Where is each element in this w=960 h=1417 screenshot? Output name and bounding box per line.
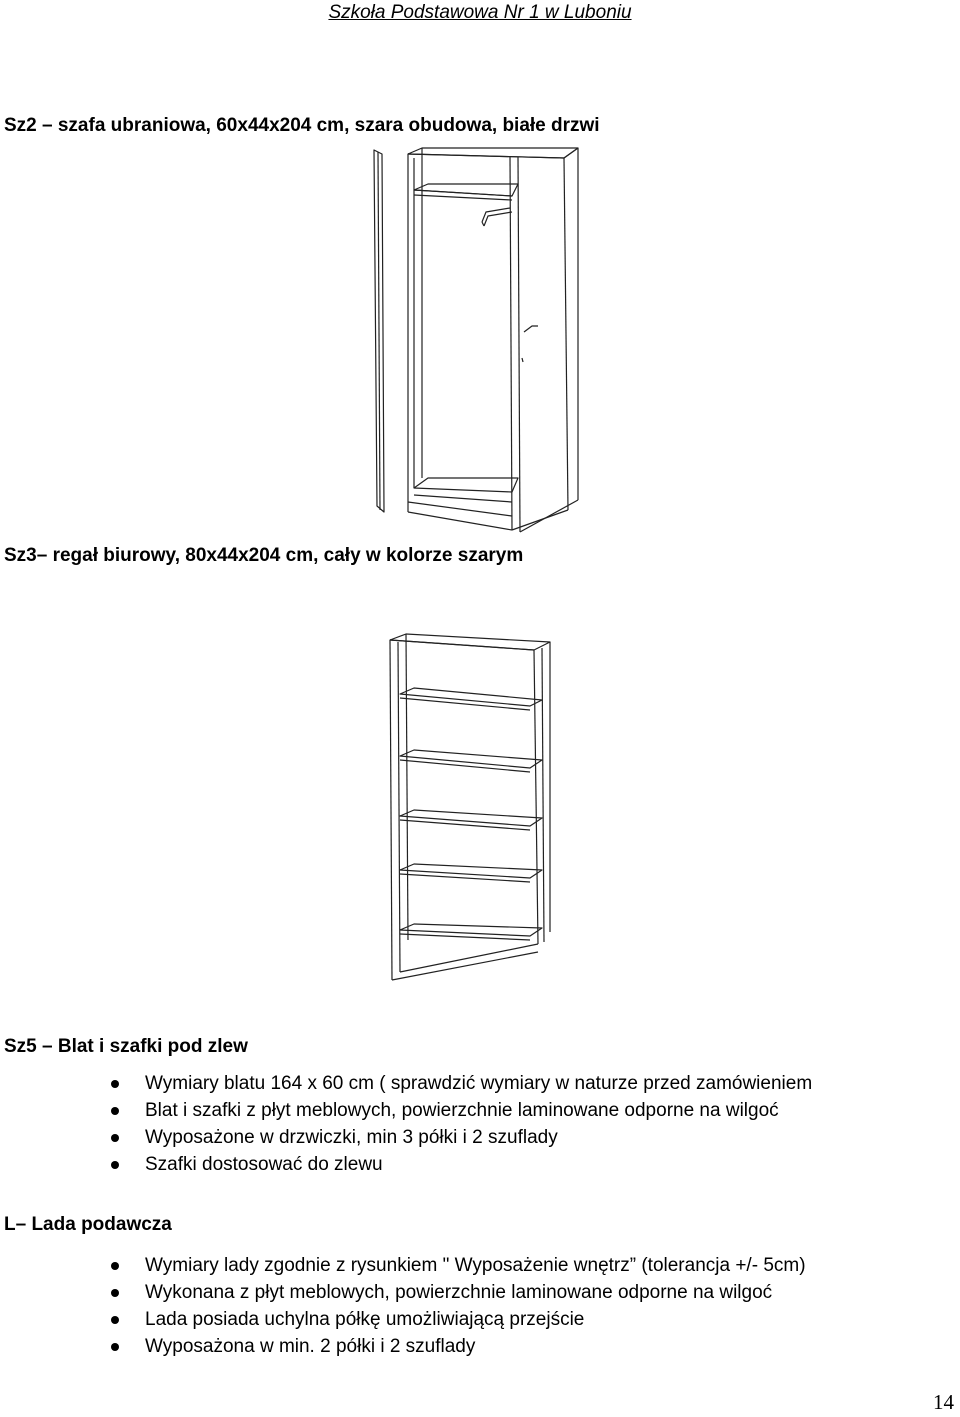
bullet-icon [111, 1080, 119, 1088]
bullet-icon [111, 1107, 119, 1115]
list-item-text: Wyposażona w min. 2 półki i 2 szuflady [145, 1336, 476, 1357]
section-title-sz3: Sz3– regał biurowy, 80x44x204 cm, cały w kolorze szarym [4, 545, 524, 566]
bullet-icon [111, 1161, 119, 1169]
list-item [0, 1279, 806, 1306]
list-item [0, 1070, 812, 1097]
section-title-sz2: Sz2 – szafa ubraniowa, 60x44x204 cm, szara obudowa, białe drzwi [4, 115, 600, 136]
list-item-text: Blat i szafki z płyt meblowych, powierzchnie laminowane odporne na wilgoć [145, 1100, 779, 1121]
list-item [0, 1151, 812, 1178]
bullet-icon [111, 1134, 119, 1142]
page-number: 14 [933, 1390, 954, 1414]
lada-bullet-list [0, 1252, 806, 1360]
list-item [0, 1124, 812, 1151]
list-item [0, 1097, 812, 1124]
bullet-icon [111, 1316, 119, 1324]
wardrobe-illustration [360, 140, 590, 540]
list-item-text: Lada posiada uchylna półkę umożliwiającą przejście [145, 1309, 585, 1330]
bullet-icon [111, 1262, 119, 1270]
list-item-text: Szafki dostosować do zlewu [145, 1154, 383, 1175]
list-item-text: Wykonana z płyt meblowych, powierzchnie laminowane odporne na wilgoć [145, 1282, 773, 1303]
list-item [0, 1252, 806, 1279]
list-item [0, 1333, 806, 1360]
list-item-text: Wymiary blatu 164 x 60 cm ( sprawdzić wymiary w naturze przed zamówieniem [145, 1073, 813, 1094]
bullet-icon [111, 1343, 119, 1351]
list-item [0, 1306, 806, 1333]
list-item-text: Wymiary lady zgodnie z rysunkiem " Wyposażenie wnętrz” (tolerancja +/- 5cm) [145, 1255, 806, 1276]
document-header: Szkoła Podstawowa Nr 1 w Luboniu [328, 2, 632, 23]
bullet-icon [111, 1289, 119, 1297]
section-title-lada: L– Lada podawcza [4, 1214, 172, 1235]
list-item-text: Wyposażone w drzwiczki, min 3 półki i 2 szuflady [145, 1127, 558, 1148]
section-title-sz5: Sz5 – Blat i szafki pod zlew [4, 1036, 248, 1057]
sz5-bullet-list [0, 1070, 812, 1178]
bookcase-illustration [380, 630, 560, 990]
